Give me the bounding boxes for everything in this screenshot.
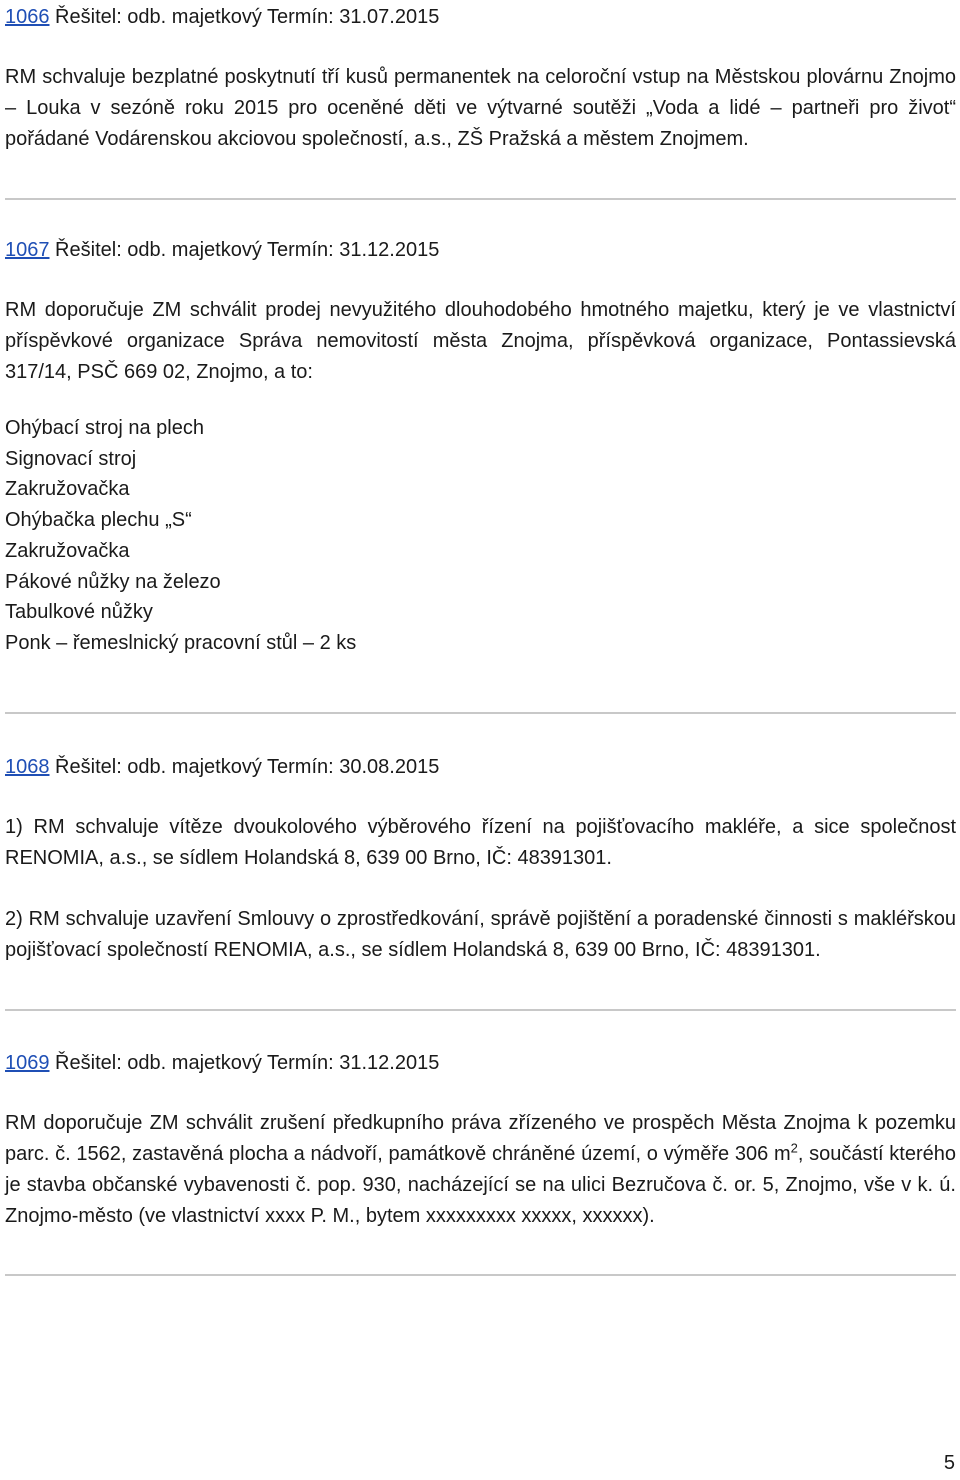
asset-list <box>5 413 956 659</box>
resolution-text <box>5 1108 956 1232</box>
list-item: Ohýbačka plechu „S“ <box>5 509 192 532</box>
resolution-header-details: Řešitel: odb. majetkový Termín: 31.07.2015 <box>49 6 440 28</box>
resolution-text: RM doporučuje ZM schválit prodej nevyužitého dlouhodobého hmotného majetku, který je ve vlastnictví příspěvkové organizace Správa nemovitostí města Znojma, příspěvková organizace, Pontassievská 317/14, PSČ 669 02, Znojmo, a to: <box>5 299 956 383</box>
resolution-text: 2) RM schvaluje uzavření Smlouvy o zprostředkování, správě pojištění a poradenské činnosti s makléřskou pojišťovací společností RENOMIA, a.s., se sídlem Holandská 8, 639 00 Brno, IČ: 48391301. <box>5 907 956 961</box>
resolution-number-link[interactable]: 1066 <box>5 6 50 28</box>
list-item: Zakružovačka <box>5 539 130 562</box>
resolution-1069 <box>5 1011 956 1232</box>
resolution-1068 <box>5 714 956 966</box>
list-item: Zakružovačka <box>5 478 130 501</box>
list-item: Ohýbací stroj na plech <box>5 417 204 439</box>
document-page <box>5 0 956 1276</box>
resolution-number-link[interactable]: 1069 <box>5 1051 50 1074</box>
resolution-header <box>5 235 956 265</box>
resolution-header-details: Řešitel: odb. majetkový Termín: 31.12.2015 <box>49 239 440 261</box>
separator-line <box>5 1274 956 1276</box>
resolution-header-details: Řešitel: odb. majetkový Termín: 31.12.2015 <box>49 1051 440 1074</box>
resolution-text-part: , součástí kterého je stavba občanské vybavenosti č. pop. 930, nacházející se na ulici Bezručova č. or. 5, Znojmo, vše v k. ú. Znojmo-město (ve vlastnictví xxxx P. M., bytem xxxxxxxxx xxxxx, xxxxxx). <box>5 1142 956 1227</box>
list-item: Signovací stroj <box>5 447 137 470</box>
page-number: 5 <box>943 1452 955 1474</box>
resolution-number-link[interactable]: 1067 <box>5 239 50 261</box>
superscript-exponent: 2 <box>790 1139 798 1155</box>
resolution-1067 <box>5 200 956 659</box>
resolution-text: RM schvaluje bezplatné poskytnutí tří kusů permanentek na celoroční vstup na Městskou plovárnu Znojmo – Louka v sezóně roku 2015 pro oceněné děti ve výtvarné soutěži „Voda a lidé – partneři pro život“ pořádané Vodárenskou akciovou společností, a.s., ZŠ Pražská a městem Znojmem. <box>5 66 956 150</box>
resolution-header-details: Řešitel: odb. majetkový Termín: 30.08.2015 <box>49 755 440 778</box>
list-item: Pákové nůžky na železo <box>5 570 221 593</box>
resolution-1066 <box>5 0 956 155</box>
resolution-text: 1) RM schvaluje vítěze dvoukolového výběrového řízení na pojišťovacího makléře, a sice společnost RENOMIA, a.s., se sídlem Holandská 8, 639 00 Brno, IČ: 48391301. <box>5 815 956 869</box>
resolution-header <box>5 1048 956 1078</box>
resolution-header <box>5 752 956 782</box>
list-item: Tabulkové nůžky <box>5 601 153 624</box>
resolution-header <box>5 2 956 32</box>
list-item: Ponk – řemeslnický pracovní stůl – 2 ks <box>5 631 357 654</box>
resolution-number-link[interactable]: 1068 <box>5 755 50 778</box>
resolution-text-part: RM doporučuje ZM schválit zrušení předkupního práva zřízeného ve prospěch Města Znojma k pozemku parc. č. 1562, zastavěná plocha a nádvoří, památkově chráněné území, o výměře 306 m <box>5 1111 956 1165</box>
